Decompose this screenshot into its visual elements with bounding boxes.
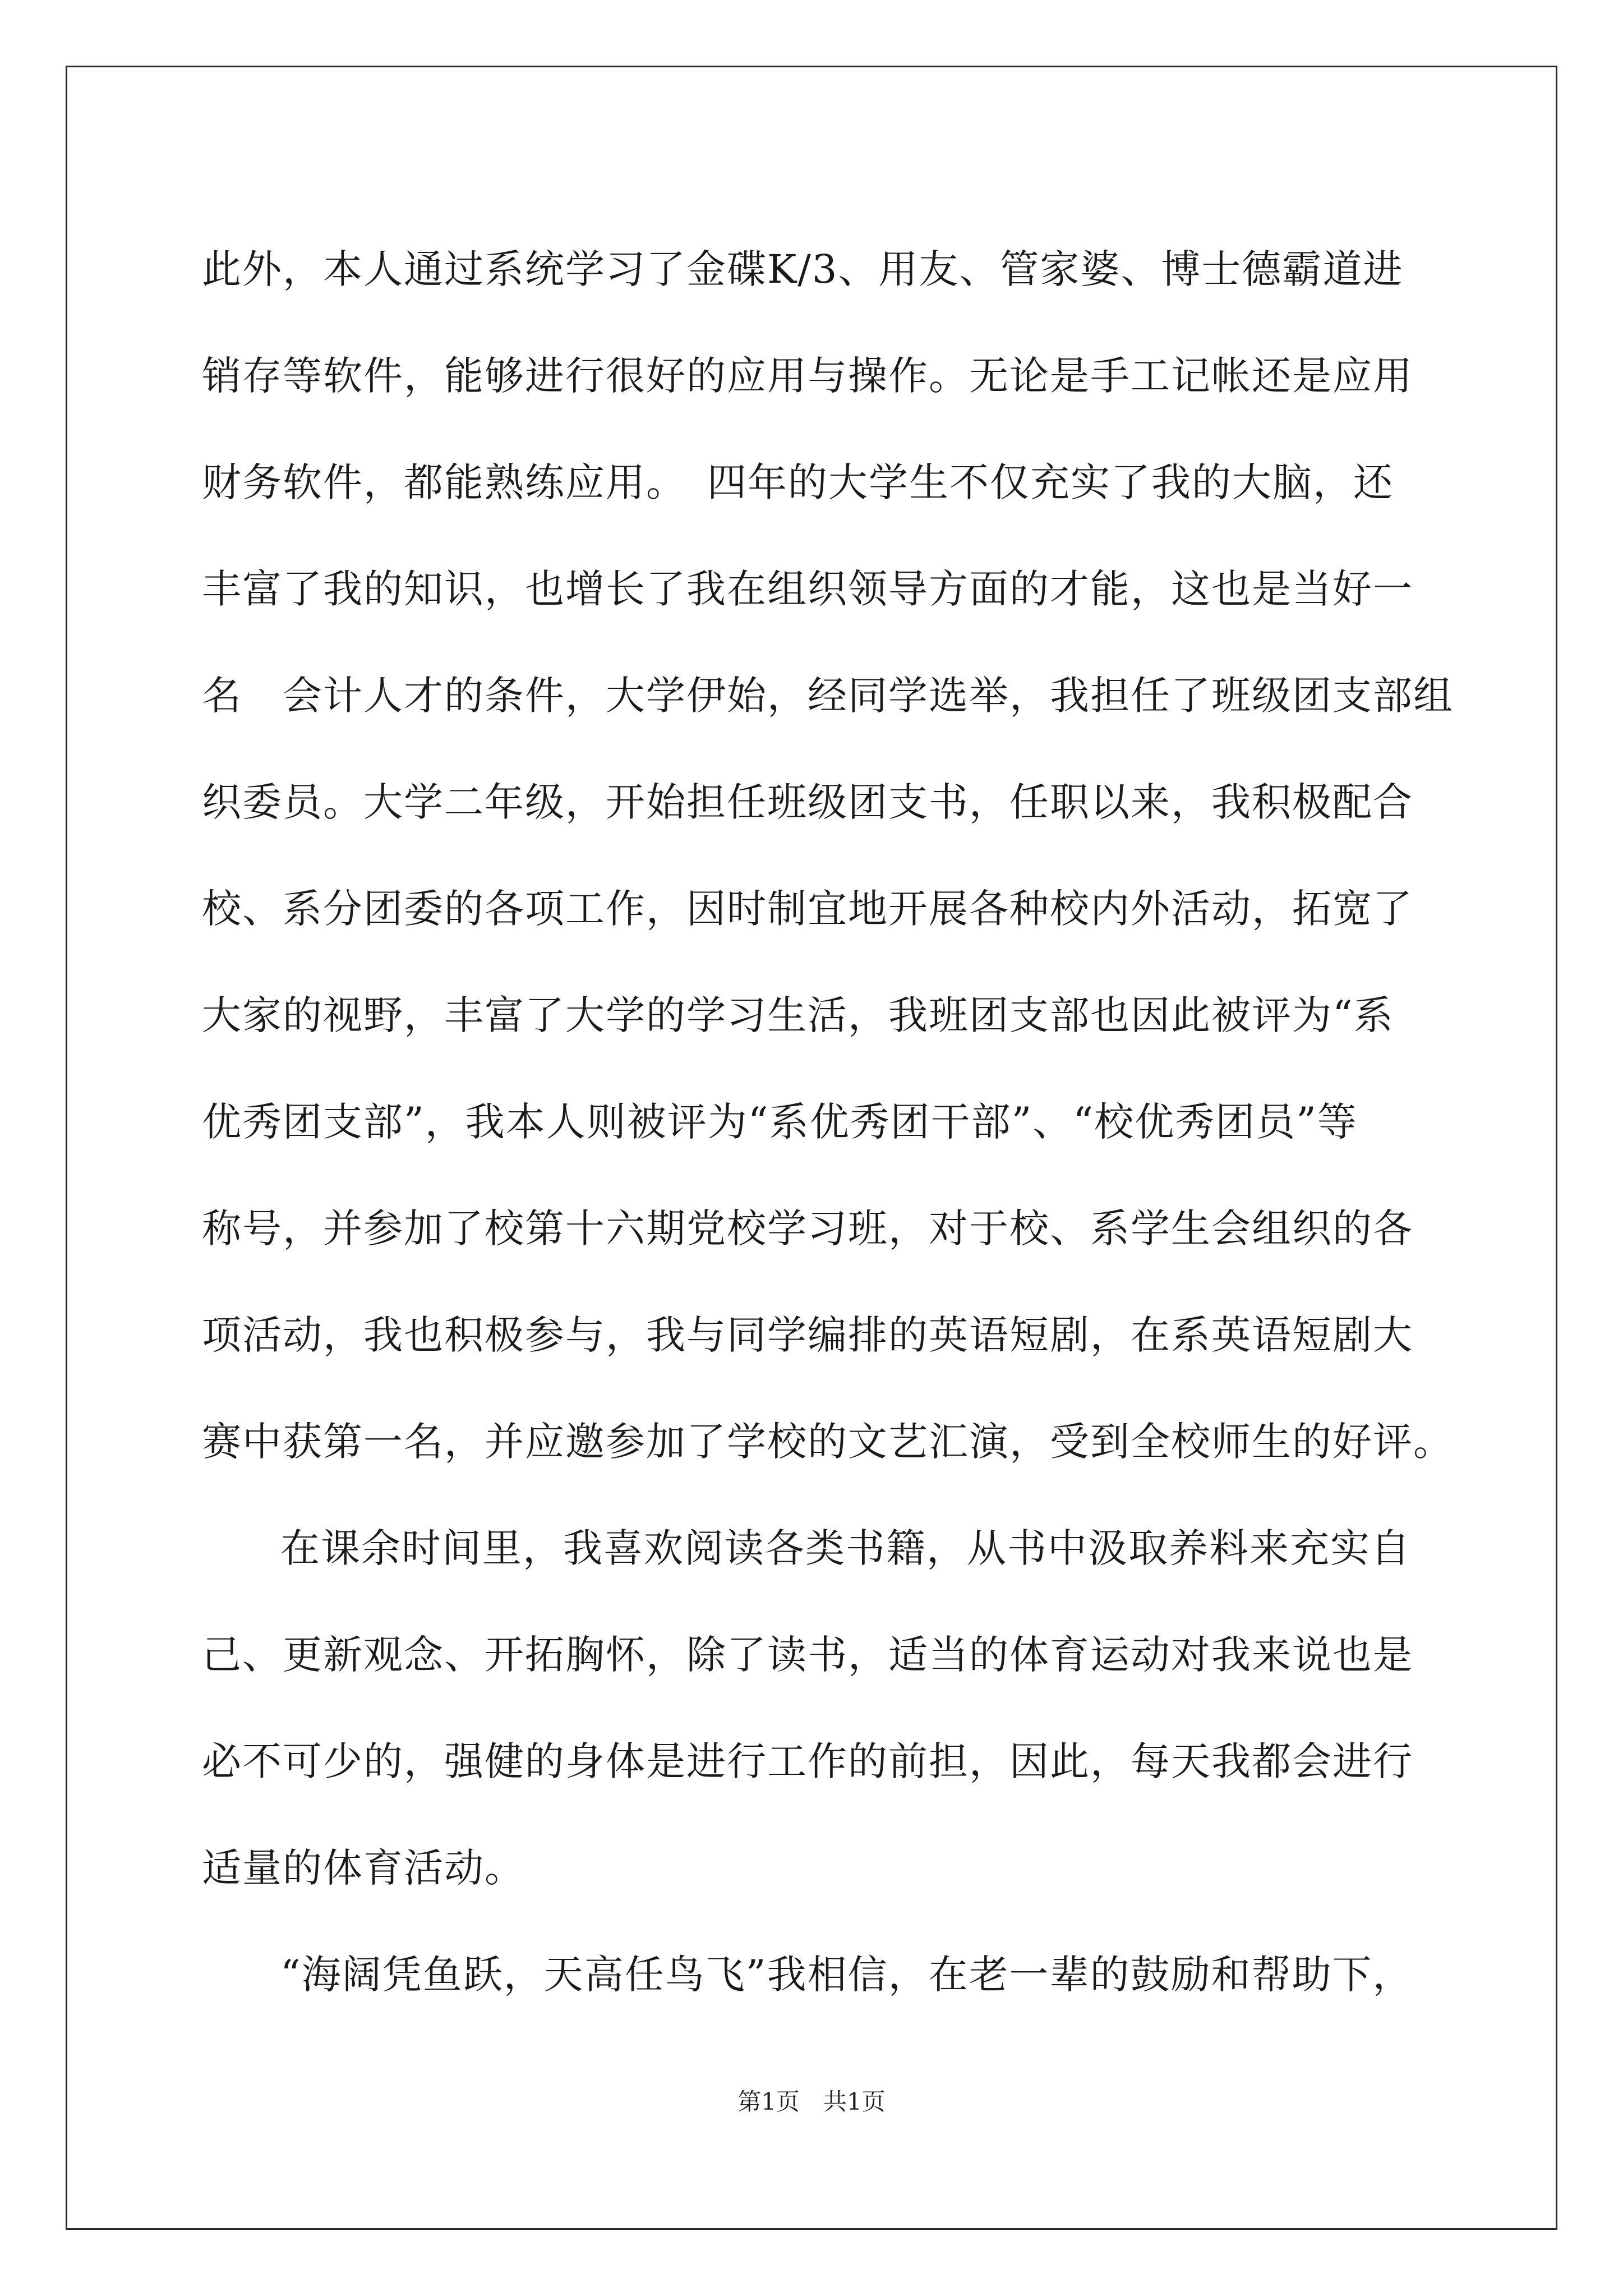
text-line: 项活动，我也积极参与，我与同学编排的英语短剧，在系英语短剧大 (202, 1312, 1413, 1358)
page-number-footer: 第1页 共1页 (737, 2088, 886, 2115)
text-line: 销存等软件，能够进行很好的应用与操作。无论是手工记帐还是应用 (202, 353, 1413, 399)
text-line: 适量的体育活动。 (202, 1845, 525, 1891)
text-line: 财务软件，都能熟练应用。 四年的大学生不仅充实了我的大脑，还 (202, 459, 1394, 505)
text-line: 此外，本人通过系统学习了金碟K/3、用友、管家婆、博士德霸道进 (202, 246, 1404, 292)
text-line: 必不可少的，强健的身体是进行工作的前担，因此，每天我都会进行 (202, 1738, 1413, 1784)
text-line: 赛中获第一名，并应邀参加了学校的文艺汇演，受到全校师生的好评。 (202, 1419, 1454, 1465)
text-line: 校、系分团委的各项工作，因时制宜地开展各种校内外活动，拓宽了 (202, 886, 1413, 932)
document-body (202, 216, 1454, 2028)
text-line: 优秀团支部”，我本人则被评为“系优秀团干部”、“校优秀团员”等 (202, 1099, 1358, 1145)
paragraph-start-line: “海阔凭鱼跃，天高任鸟飞”我相信，在老一辈的鼓励和帮助下， (280, 1952, 1413, 1998)
text-line: 织委员。大学二年级，开始担任班级团支书，任职以来，我积极配合 (202, 779, 1413, 825)
text-line: 称号，并参加了校第十六期党校学习班，对于校、系学生会组织的各 (202, 1205, 1413, 1251)
text-line: 大家的视野，丰富了大学的学习生活，我班团支部也因此被评为“系 (202, 992, 1394, 1038)
text-line: 丰富了我的知识，也增长了我在组织领导方面的才能，这也是当好一 (202, 566, 1413, 612)
text-line: 名 会计人才的条件，大学伊始，经同学选举，我担任了班级团支部组 (202, 673, 1454, 719)
paragraph-start-line: 在课余时间里，我喜欢阅读各类书籍，从书中汲取养料来充实自 (280, 1525, 1411, 1571)
text-line: 己、更新观念、开拓胸怀，除了读书，适当的体育运动对我来说也是 (202, 1632, 1413, 1678)
